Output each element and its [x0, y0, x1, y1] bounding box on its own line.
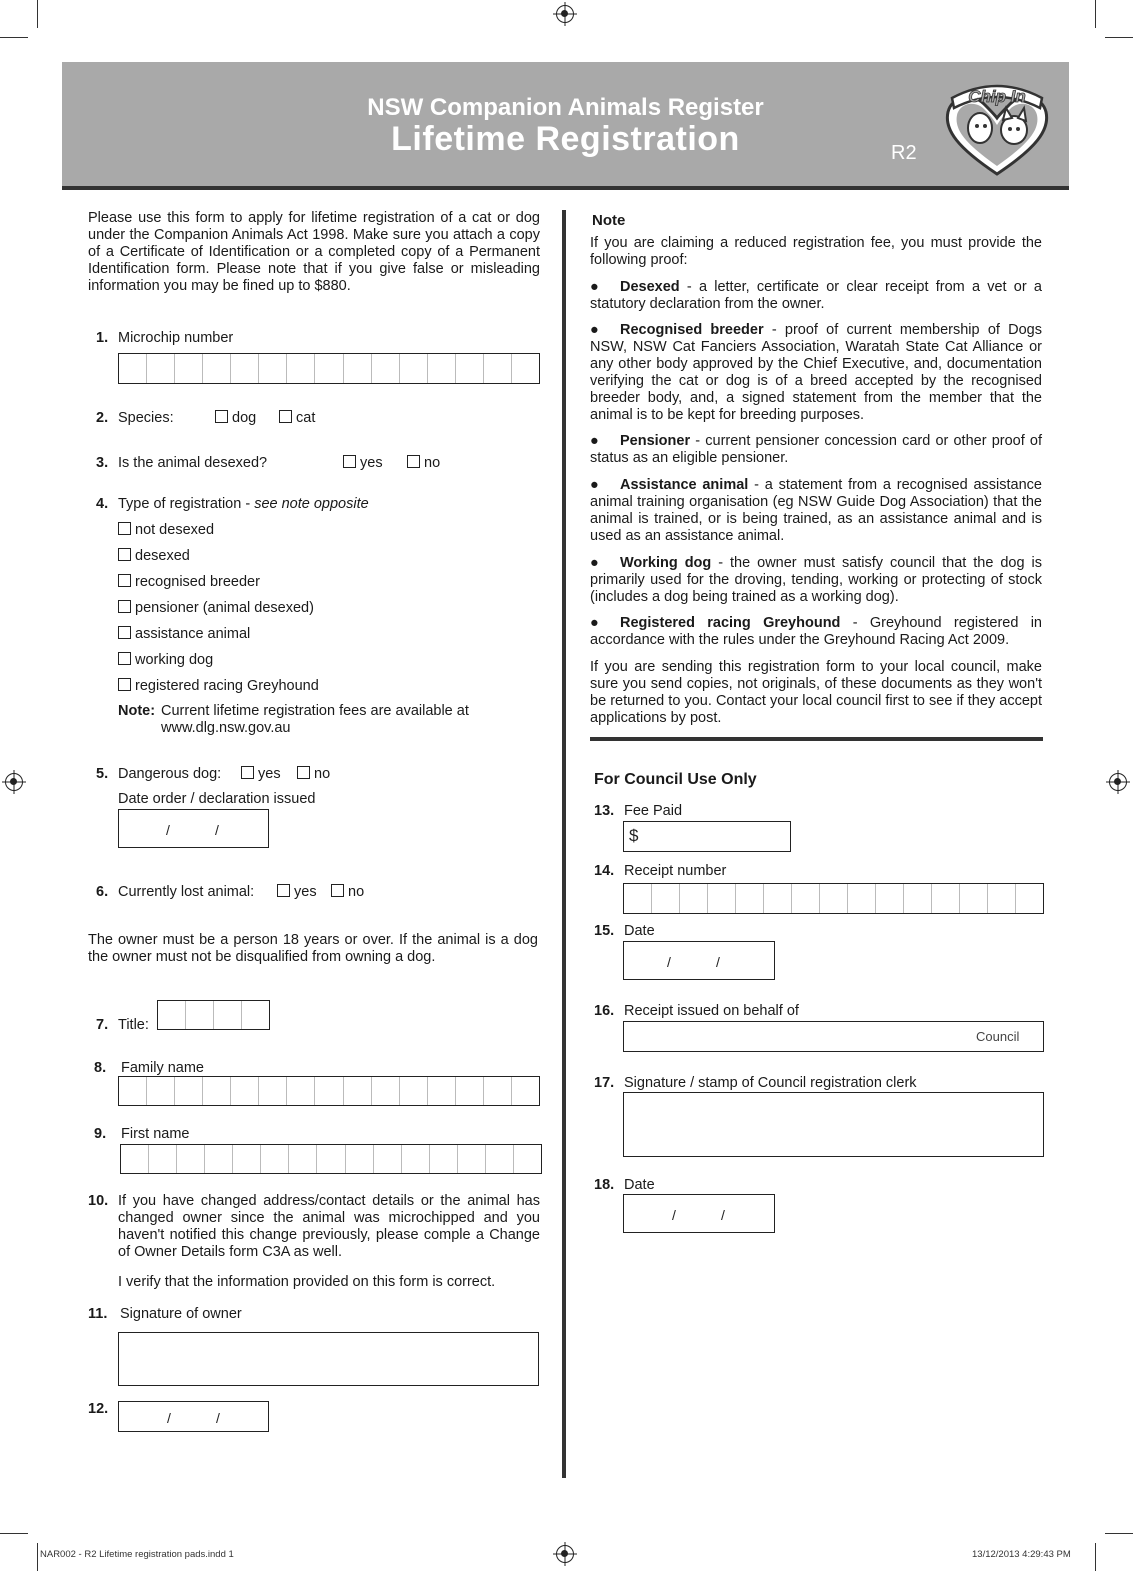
- q1-number: 1.: [96, 330, 109, 346]
- q11-number: 11.: [88, 1306, 108, 1322]
- date-separator: /: [216, 1410, 220, 1426]
- form-code: R2: [891, 142, 917, 164]
- title-field[interactable]: [157, 1000, 270, 1030]
- q4-note-label: Note:: [118, 703, 156, 719]
- checkbox[interactable]: [118, 652, 131, 665]
- option-label: no: [348, 884, 365, 900]
- q4-note-text: Current lifetime registration fees are available at: [161, 703, 469, 719]
- timestamp-footer: 13/12/2013 4:29:43 PM: [972, 1549, 1071, 1560]
- registration-type-option[interactable]: [118, 626, 250, 643]
- q17-number: 17.: [594, 1075, 615, 1091]
- file-name-footer: NAR002 - R2 Lifetime registration pads.indd 1: [40, 1549, 234, 1560]
- bullet-icon: ●: [590, 433, 599, 449]
- note-item: [590, 477, 1042, 545]
- q7-label: Title:: [118, 1017, 149, 1033]
- checkbox[interactable]: [118, 600, 131, 613]
- q4-label: [118, 496, 369, 513]
- note-item-term: Recognised breeder: [620, 322, 764, 338]
- council-suffix: Council: [976, 1029, 1020, 1044]
- option-label: dog: [232, 410, 257, 426]
- note-item: [590, 615, 1042, 649]
- registration-mark-icon: [1109, 773, 1127, 791]
- note-item-text: - proof of current membership of Dogs NSW, NSW Cat Fanciers Association, Waratah State Cat Alliance or any other body approved by the Chief Executive, and, documentation verifying the cat or dog is of a breed accepted by the recognised breeder body, and, a signed statement from the member that the animal is to be kept for breeding purposes.: [590, 322, 1042, 423]
- signature-date-field[interactable]: [118, 1401, 269, 1432]
- q9-number: 9.: [94, 1126, 107, 1142]
- logo-text: Chip In: [968, 87, 1026, 106]
- q14-label: Receipt number: [624, 863, 727, 879]
- option-label: working dog: [135, 652, 214, 668]
- checkbox[interactable]: [118, 548, 131, 561]
- q6-label: Currently lost animal:: [118, 884, 255, 900]
- crop-mark: [1095, 1543, 1096, 1571]
- option-label: yes: [294, 884, 317, 900]
- crop-mark: [0, 37, 28, 38]
- note-item-text: - a letter, certificate or clear receipt from a vet or a statutory declaration from the owner.: [590, 279, 1042, 312]
- q13-label: Fee Paid: [624, 803, 683, 819]
- note-heading: Note: [592, 212, 626, 229]
- desexed-no-option[interactable]: [407, 455, 440, 472]
- note-item-text: - current pensioner concession card or other proof of status as an eligible pensioner.: [590, 433, 1042, 466]
- checkbox[interactable]: [241, 766, 254, 779]
- desexed-yes-option[interactable]: [343, 455, 383, 472]
- option-label: registered racing Greyhound: [135, 678, 319, 694]
- date-separator: /: [167, 1410, 171, 1426]
- q3-number: 3.: [96, 455, 109, 471]
- q5-sublabel: Date order / declaration issued: [118, 791, 316, 807]
- registration-mark-icon: [5, 773, 23, 791]
- q13-number: 13.: [594, 803, 615, 819]
- currency-prefix: $: [629, 826, 639, 845]
- date-separator: /: [667, 954, 671, 970]
- bullet-icon: ●: [590, 555, 599, 571]
- option-label: no: [314, 766, 331, 782]
- date-separator: /: [716, 954, 720, 970]
- q15-number: 15.: [594, 923, 615, 939]
- q15-label: Date: [624, 923, 655, 939]
- q8-number: 8.: [94, 1060, 107, 1076]
- note-item-term: Working dog: [620, 555, 712, 571]
- q16-label: Receipt issued on behalf of: [624, 1003, 799, 1019]
- bullet-icon: ●: [590, 322, 599, 338]
- q7-number: 7.: [96, 1017, 109, 1033]
- q4-label-text: Type of registration -: [118, 496, 255, 512]
- note-item-text: - a statement from a recognised assistance animal training organisation (eg NSW Guide Dog Association) that the animal is trained, or is being trained, as an assistance animal and is used as an assistance animal.: [590, 477, 1042, 544]
- note-item-term: Assistance animal: [620, 477, 749, 493]
- note-intro: If you are claiming a reduced registration fee, you must provide the following proof:: [590, 235, 1042, 268]
- q3-label: Is the animal desexed?: [118, 455, 268, 471]
- option-label: assistance animal: [135, 626, 251, 642]
- crop-mark: [0, 1533, 28, 1534]
- checkbox[interactable]: [407, 455, 420, 468]
- q17-label: Signature / stamp of Council registration clerk: [624, 1075, 917, 1091]
- note-item: [590, 555, 1042, 606]
- checkbox[interactable]: [343, 455, 356, 468]
- column-divider: [562, 210, 566, 1478]
- q16-number: 16.: [594, 1003, 615, 1019]
- species-cat-option[interactable]: [279, 410, 315, 427]
- date-separator: /: [215, 822, 219, 838]
- bullet-icon: ●: [590, 615, 599, 631]
- q10-number: 10.: [88, 1193, 109, 1209]
- header-subtitle: NSW Companion Animals Register: [367, 94, 764, 121]
- option-label: cat: [296, 410, 316, 426]
- crop-mark: [37, 1543, 38, 1571]
- registration-mark-icon: [556, 1545, 574, 1563]
- option-label: yes: [258, 766, 281, 782]
- date-separator: /: [721, 1207, 725, 1223]
- receipt-number-field[interactable]: [623, 883, 1044, 914]
- note-item-text: - Greyhound registered in accordance with the rules under the Greyhound Racing Act 2009.: [590, 615, 1042, 648]
- note-item: [590, 322, 1042, 424]
- first-name-field[interactable]: [120, 1144, 542, 1174]
- note-item-text: - the owner must satisfy council that the dog is primarily used for the droving, tending, working or protecting of stock (includes a dog being trained as a working dog).: [590, 555, 1042, 605]
- council-date-field[interactable]: [623, 941, 775, 980]
- verification-statement: I verify that the information provided on this form is correct.: [118, 1274, 496, 1290]
- receipt-on-behalf-field[interactable]: [623, 1021, 1044, 1052]
- fees-website-link[interactable]: www.dlg.nsw.gov.au: [161, 720, 291, 736]
- q2-number: 2.: [96, 410, 109, 426]
- note-item: [590, 279, 1042, 313]
- date-separator: /: [166, 822, 170, 838]
- q5-number: 5.: [96, 766, 109, 782]
- owner-signature-field[interactable]: [118, 1332, 539, 1386]
- option-label: recognised breeder: [135, 574, 260, 590]
- registration-type-option[interactable]: [118, 652, 213, 669]
- registration-type-option[interactable]: [118, 678, 319, 695]
- header-title: Lifetime Registration: [391, 120, 740, 158]
- crop-mark: [1095, 0, 1096, 28]
- q18-number: 18.: [594, 1177, 615, 1193]
- note-item-term: Desexed: [620, 279, 680, 295]
- council-heading: For Council Use Only: [594, 771, 757, 788]
- checkbox[interactable]: [118, 522, 131, 535]
- note-item-term: Registered racing Greyhound: [620, 615, 841, 631]
- chip-in-logo-icon: [938, 76, 1056, 180]
- crop-mark: [1105, 37, 1133, 38]
- species-dog-option[interactable]: [215, 410, 256, 427]
- note-closing: If you are sending this registration form to your local council, make sure you send copies, not originals, of these documents as they won't be returned to you. Contact your local council first to see if they accept applications by post.: [590, 659, 1042, 726]
- fee-paid-field[interactable]: [623, 821, 791, 852]
- microchip-number-field[interactable]: [118, 353, 540, 384]
- checkbox[interactable]: [331, 884, 344, 897]
- checkbox[interactable]: [118, 678, 131, 691]
- q1-label: Microchip number: [118, 330, 234, 346]
- option-label: desexed: [135, 548, 190, 564]
- date-separator: /: [672, 1207, 676, 1223]
- option-label: yes: [360, 455, 383, 471]
- q11-label: Signature of owner: [120, 1306, 242, 1322]
- lost-animal-yes-option[interactable]: [277, 884, 317, 901]
- owner-requirement-text: The owner must be a person 18 years or over. If the animal is a dog the owner must not be disqualified from owning a dog.: [88, 932, 538, 965]
- crop-mark: [37, 0, 38, 28]
- registration-mark-icon: [556, 5, 574, 23]
- q8-label: Family name: [121, 1060, 204, 1076]
- registration-type-option[interactable]: [118, 600, 314, 617]
- checkbox[interactable]: [118, 626, 131, 639]
- note-item-term: Pensioner: [620, 433, 691, 449]
- lost-animal-no-option[interactable]: [331, 884, 364, 901]
- q5-label: Dangerous dog:: [118, 766, 222, 782]
- q4-number: 4.: [96, 496, 109, 512]
- note-item: [590, 433, 1042, 467]
- form-header: [62, 62, 1069, 190]
- checkbox[interactable]: [279, 410, 292, 423]
- clerk-date-field[interactable]: [623, 1194, 775, 1233]
- q10-text: If you have changed address/contact details or the animal has changed owner since the animal was microchipped and you haven't notified this change previously, please comple a Change of Owner Details form C3A as well.: [118, 1193, 540, 1260]
- registration-type-option[interactable]: [118, 548, 190, 565]
- checkbox[interactable]: [297, 766, 310, 779]
- checkbox[interactable]: [277, 884, 290, 897]
- clerk-signature-field[interactable]: [623, 1092, 1044, 1157]
- dangerous-dog-yes-option[interactable]: [241, 766, 281, 783]
- intro-text: Please use this form to apply for lifetime registration of a cat or dog under the Companion Animals Act 1998. Make sure you attach a copy of a Certificate of Identification or a completed copy of a Permanent Identification form. Please note that if you give false or misleading information you may be fined up to $880.: [88, 210, 540, 294]
- section-divider: [590, 737, 1043, 741]
- q18-label: Date: [624, 1177, 655, 1193]
- q2-label: Species:: [118, 410, 174, 426]
- q6-number: 6.: [96, 884, 109, 900]
- registration-type-option[interactable]: [118, 522, 214, 539]
- registration-type-option[interactable]: [118, 574, 260, 591]
- checkbox[interactable]: [118, 574, 131, 587]
- crop-mark: [1105, 1533, 1133, 1534]
- declaration-date-field[interactable]: [118, 809, 269, 848]
- dangerous-dog-no-option[interactable]: [297, 766, 330, 783]
- q12-number: 12.: [88, 1401, 109, 1417]
- option-label: pensioner (animal desexed): [135, 600, 314, 616]
- option-label: no: [424, 455, 441, 471]
- bullet-icon: ●: [590, 477, 599, 493]
- bullet-icon: ●: [590, 279, 599, 295]
- checkbox[interactable]: [215, 410, 228, 423]
- q4-label-note: see note opposite: [254, 496, 369, 512]
- q14-number: 14.: [594, 863, 615, 879]
- q9-label: First name: [121, 1126, 190, 1142]
- option-label: not desexed: [135, 522, 215, 538]
- family-name-field[interactable]: [118, 1076, 540, 1106]
